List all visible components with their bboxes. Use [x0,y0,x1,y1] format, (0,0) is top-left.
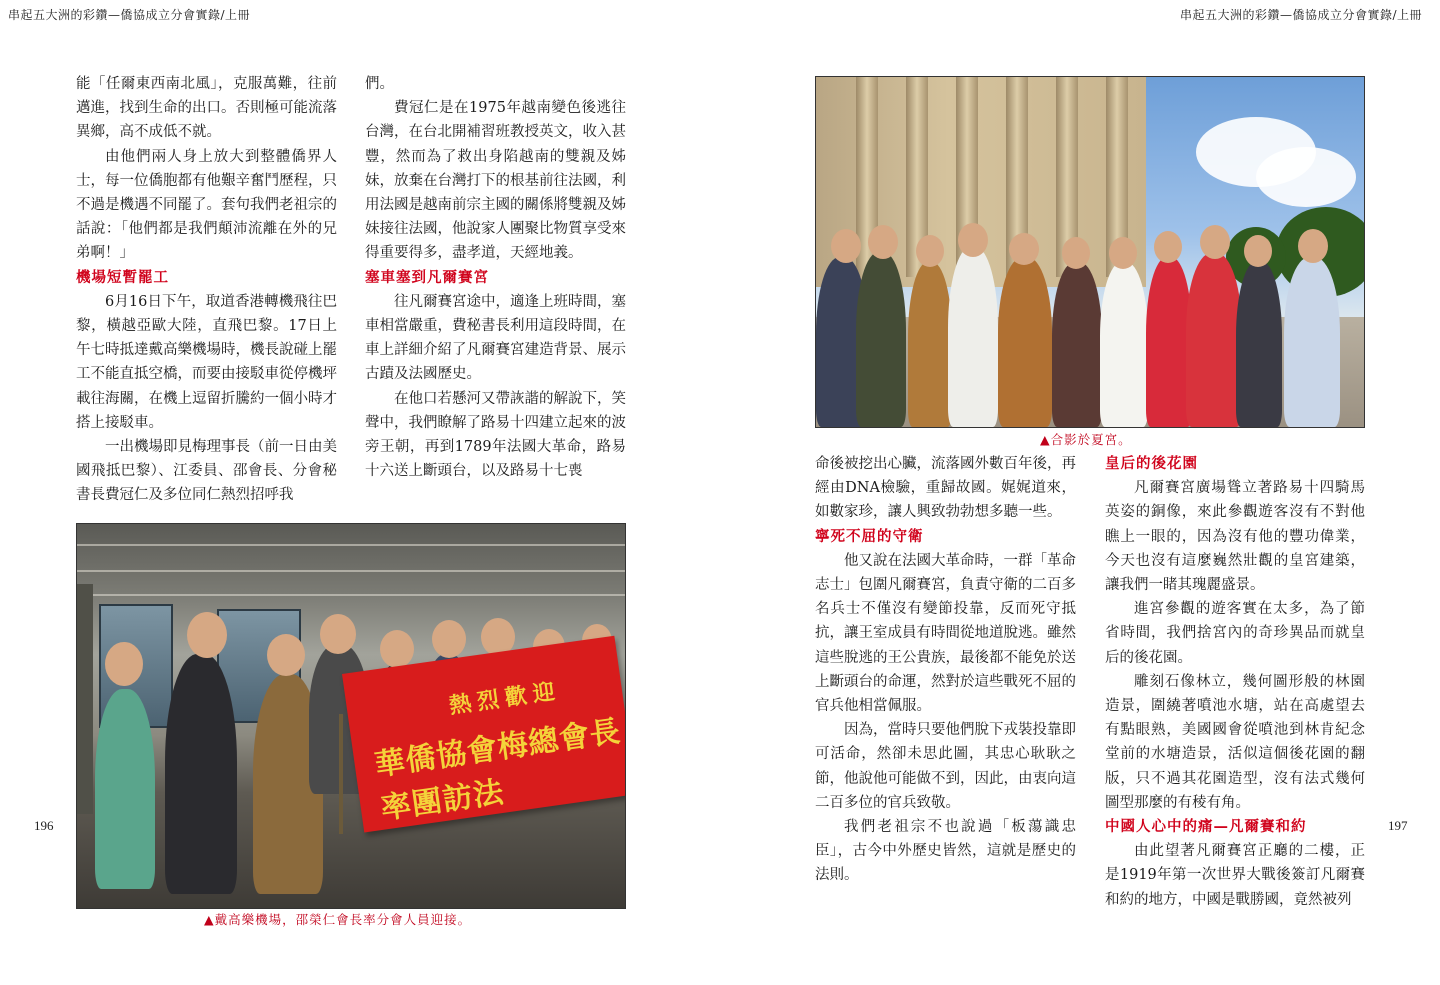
page-number-right: 197 [1388,818,1408,833]
palace-group-photo [815,76,1365,428]
right-column-2 [1105,452,1365,912]
section-heading: 塞車塞到凡爾賽宮 [365,269,489,286]
paragraph: 6月16日下午，取道香港轉機飛往巴黎，橫越亞歐大陸，直飛巴黎。17日上午七時抵達戴高樂機場時，機長說碰上罷工不能直抵空橋，而要由接駁車從停機坪載往海關，在機上逗留折騰約一個小時才搭上接駁車。 [76,293,337,431]
running-head-right: 串起五大洲的彩鑽—僑協成立分會實錄/上冊 [1179,8,1422,22]
paragraph: 由此望著凡爾賽宮正廳的二樓，正是1919年第一次世界大戰後簽訂凡爾賽和約的地方，中國是戰勝國，竟然被列 [1105,843,1365,908]
airport-photo-caption: ▲戴高樂機場，邵榮仁會長率分會人員迎接。 [204,912,472,927]
section-heading: 機場短暫罷工 [76,269,169,286]
paragraph: 雕刻石像林立，幾何圖形般的林園造景，圍繞著噴池水塘，站在高處望去有點眼熟，美國國會從噴池到林肯紀念堂前的水塘造景，活似這個後花園的翻版，只不過其花園造型，沒有法式幾何圖型那麼的有稜有角。 [1105,673,1365,811]
section-heading: 中國人心中的痛—凡爾賽和約 [1105,819,1307,836]
running-head-left: 串起五大洲的彩鑽—僑協成立分會實錄/上冊 [8,8,251,22]
paragraph: 在他口若懸河又帶詼諧的解說下，笑聲中，我們瞭解了路易十四建立起來的波旁王朝，再到1789年法國大革命，路易十六送上斷頭台，以及路易十七喪 [365,390,626,480]
right-column-1 [815,452,1076,888]
paragraph: 們。 [365,76,394,92]
paragraph: 由他們兩人身上放大到整體僑界人士，每一位僑胞都有他艱辛奮鬥歷程，只不過是機遇不同罷了。套句我們老祖宗的話說：「他們都是我們顛沛流離在外的兄弟啊！」 [76,148,337,262]
paragraph: 因為，當時只要他們脫下戎裝投靠即可活命，然卻未思此圖，其忠心耿耿之節，他說他可能做不到，因此，由衷向這二百多位的官兵致敬。 [815,722,1076,811]
left-column-2 [365,72,626,483]
paragraph: 往凡爾賽宮途中，適逢上班時間，塞車相當嚴重，費秘書長利用這段時間，在車上詳細介紹了凡爾賽宮建造背景、展示古蹟及法國歷史。 [365,293,626,383]
paragraph: 他又說在法國大革命時，一群「革命志士」包圍凡爾賽宮，負責守衛的二百多名兵士不僅沒有變節投靠，反而死守抵抗，讓王室成員有時間從地道脫逃。雖然這些脫逃的王公貴族，最後都不能免於送上斷頭台的命運，然對於這些戰死不屈的官兵他相當佩服。 [815,552,1076,715]
paragraph: 能「任爾東西南北風」，克服萬難，往前邁進，找到生命的出口。否則極可能流落異鄉，高不成低不就。 [76,76,337,141]
page-number-left: 196 [34,818,54,833]
right-page [720,0,1440,985]
palace-photo-caption: ▲合影於夏宮。 [1040,432,1132,447]
banner-text-1: 熱烈歡迎 [447,678,563,720]
paragraph: 費冠仁是在1975年越南變色後逃往台灣，在台北開補習班教授英文，收入甚豐，然而為了救出身陷越南的雙親及姊妹，放棄在台灣打下的根基前往法國，利用法國是越南前宗主國的關係將雙親及姊妹接往法國，他說家人團聚比物質享受來得重要得多，盡孝道，天經地義。 [365,100,626,262]
left-column-1 [76,72,337,508]
paragraph: 凡爾賽宮廣場聳立著路易十四騎馬英姿的銅像，來此參觀遊客沒有不對他瞧上一眼的，因為沒有他的豐功偉業，今天也沒有這麼巍然壯觀的皇宮建築，讓我們一睹其瑰麗盛景。 [1105,480,1365,594]
airport-group-photo [76,523,626,909]
paragraph: 命後被挖出心臟，流落國外數百年後，再經由DNA檢驗，重歸故國。娓娓道來，如數家珍，讓人興致勃勃想多聽一些。 [815,456,1076,521]
paragraph: 一出機場即見梅理事長（前一日由美國飛抵巴黎）、江委員、邵會長、分會秘書長費冠仁及多位同仁熱烈招呼我 [76,439,337,504]
paragraph: 我們老祖宗不也說過「板蕩識忠臣」，古今中外歷史皆然，這就是歷史的法則。 [815,819,1076,884]
paragraph: 進宮參觀的遊客實在太多，為了節省時間，我們捨宮內的奇珍異品而就皇后的後花園。 [1105,601,1365,666]
section-heading: 皇后的後花園 [1105,456,1198,472]
section-heading: 寧死不屈的守衛 [815,528,924,545]
banner-text-2: 華僑協會梅總會長率團訪法 [372,713,624,827]
